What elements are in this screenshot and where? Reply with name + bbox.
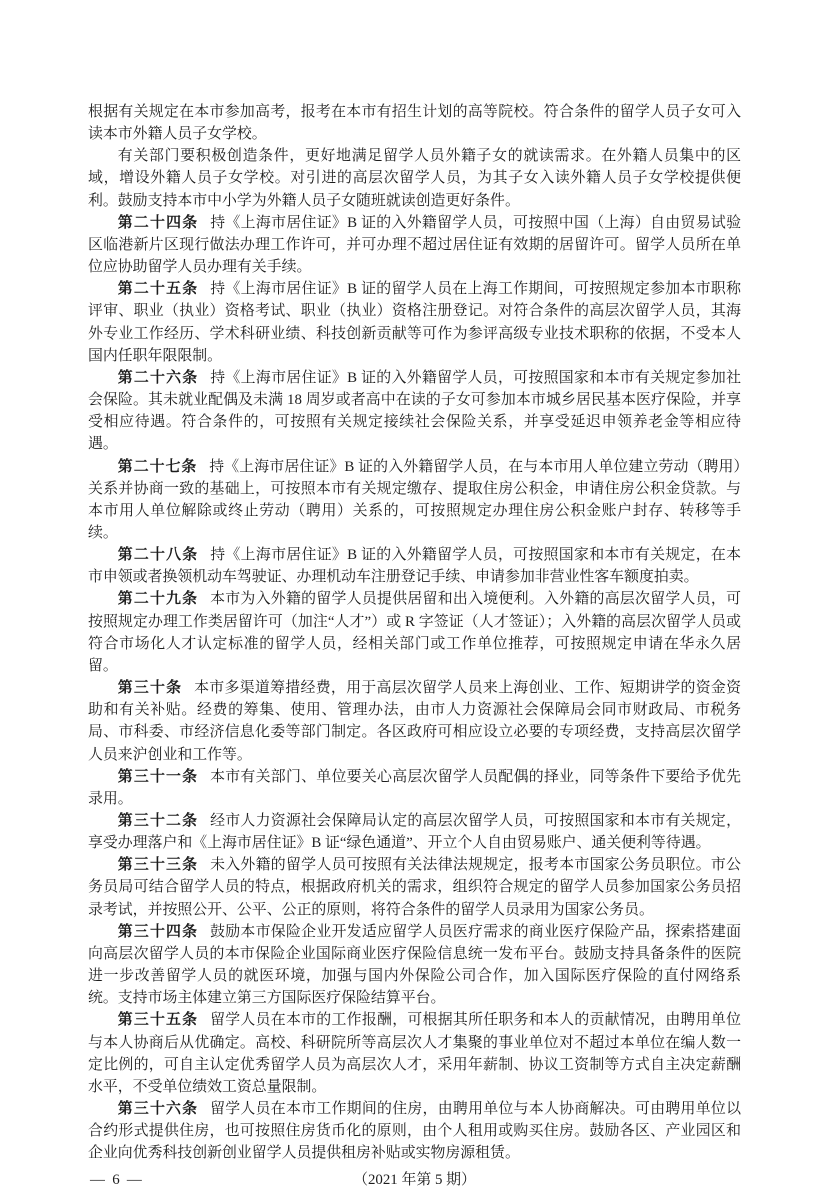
paragraph — [88, 145, 741, 211]
paragraph-article-35 — [88, 1009, 741, 1098]
paragraph-article-24 — [88, 212, 741, 278]
article-number: 第二十六条 — [117, 369, 199, 386]
paragraph-text: 经市人力资源社会保障局认定的高层次留学人员，可按照国家和本市有关规定，享受办理落户和《上海市居住证》B 证“绿色通道”、开立个人自由贸易账户、通关便利等待遇。 — [88, 813, 741, 852]
paragraph-text: 有关部门要积极创造条件，更好地满足留学人员外籍子女的就读需求。在外籍人员集中的区域，增设外籍人员子女学校。对引进的高层次留学人员，为其子女入读外籍人员子女学校提供便利。鼓励支持本市中小学为外籍人员子女随班就读创造更好条件。 — [88, 148, 741, 209]
paragraph-text: 留学人员在本市工作期间的住房，由聘用单位与本人协商解决。可由聘用单位以合约形式提供住房，也可按照住房货币化的原则，由个人租用或购买住房。鼓励各区、产业园区和企业向优秀科技创新创业留学人员提供租房补贴或实物房源租赁。 — [88, 1101, 741, 1162]
paragraph-text: 未入外籍的留学人员可按照有关法律法规规定，报考本市国家公务员职位。市公务员局可结合留学人员的特点，根据政府机关的需求，组织符合规定的留学人员参加国家公务员招录考试，并按照公开、公平、公正的原则，将符合条件的留学人员录用为国家公务员。 — [88, 857, 741, 918]
page-footer — [88, 1169, 741, 1191]
paragraph-article-32 — [88, 810, 741, 854]
article-number: 第三十五条 — [117, 1012, 199, 1029]
paragraph-text: 本市为入外籍的留学人员提供居留和出入境便利。入外籍的高层次留学人员，可按照规定办理工作类居留许可（加注“人才”）或 R 字签证（人才签证）；入外籍的高层次留学人员或符合市场化人才认定标准的留学人员，经相关部门或工作单位推荐，可按照规定申请在华永久居留。 — [88, 591, 741, 674]
paragraph-text: 鼓励本市保险企业开发适应留学人员医疗需求的商业医疗保险产品，探索搭建面向高层次留学人员的本市保险企业国际商业医疗保险信息统一发布平台。鼓励支持具备条件的医院进一步改善留学人员的就医环境，加强与国内外保险公司合作，加入国际医疗保险的直付网络系统。支持市场主体建立第三方国际医疗保险结算平台。 — [88, 923, 741, 1007]
issue-label: （2021 年第 5 期） — [353, 1171, 476, 1188]
paragraph-text: 根据有关规定在本市参加高考，报考在本市有招生计划的高等院校。符合条件的留学人员子女可入读本市外籍人员子女学校。 — [88, 104, 741, 143]
article-number: 第二十七条 — [117, 458, 198, 475]
document-body — [88, 101, 741, 1191]
paragraph-text: 持《上海市居住证》B 证的入外籍留学人员，可按照国家和本市有关规定，在本市申领或者换领机动车驾驶证、办理机动车注册登记手续、申请参加非营业性客车额度拍卖。 — [88, 547, 742, 586]
paragraph-article-27 — [88, 456, 741, 545]
page-number: — 6 — — [90, 1171, 144, 1188]
article-number: 第三十一条 — [117, 768, 199, 785]
paragraph-article-31 — [88, 766, 741, 810]
paragraph-article-26 — [88, 367, 741, 456]
paragraph-article-34 — [88, 921, 741, 1010]
paragraph-text: 持《上海市居住证》B 证的入外籍留学人员，在与本市用人单位建立劳动（聘用）关系并协商一致的基础上，可按照本市有关规定缴存、提取住房公积金，申请住房公积金贷款。与本市用人单位解除或终止劳动（聘用）关系的，可按照规定办理住房公积金账户封存、转移等手续。 — [88, 458, 741, 541]
article-number: 第二十九条 — [117, 591, 199, 608]
paragraph-article-28 — [88, 544, 741, 588]
paragraph — [88, 101, 741, 145]
paragraph-article-36 — [88, 1098, 741, 1164]
paragraph-text: 持《上海市居住证》B 证的留学人员在上海工作期间，可按照规定参加本市职称评审、职业（执业）资格考试、职业（执业）资格注册登记。对符合条件的高层次留学人员，其海外专业工作经历、学术科研业绩、科技创新贡献等可作为参评高级专业技术职称的依据，不受本人国内任职年限限制。 — [88, 281, 742, 364]
article-number: 第三十三条 — [117, 857, 199, 874]
article-number: 第三十六条 — [117, 1101, 199, 1118]
paragraph-article-29 — [88, 588, 741, 677]
paragraph-text: 本市有关部门、单位要关心高层次留学人员配偶的择业，同等条件下要给予优先录用。 — [88, 768, 741, 807]
paragraph-article-30 — [88, 677, 741, 766]
article-number: 第三十条 — [117, 680, 183, 697]
article-number: 第三十四条 — [117, 923, 199, 940]
article-number: 第二十八条 — [117, 547, 199, 564]
article-number: 第二十四条 — [117, 214, 199, 231]
article-number: 第二十五条 — [117, 281, 199, 298]
paragraph-article-25 — [88, 278, 741, 367]
paragraph-text: 持《上海市居住证》B 证的入外籍留学人员，可按照国家和本市有关规定参加社会保险。其未就业配偶及未满 18 周岁或者高中在读的子女可参加本市城乡居民基本医疗保险，并享受相应待遇。符合条件的，可按照有关规定接续社会保险关系，并享受延迟申领养老金等相应待遇。 — [88, 369, 742, 453]
paragraph-text: 持《上海市居住证》B 证的入外籍留学人员，可按照中国（上海）自由贸易试验区临港新片区现行做法办理工作许可，并可办理不超过居住证有效期的居留许可。留学人员所在单位应协助留学人员办理有关手续。 — [88, 214, 742, 276]
paragraph-article-33 — [88, 854, 741, 920]
paragraph-text: 留学人员在本市的工作报酬，可根据其所任职务和本人的贡献情况，由聘用单位与本人协商后从优确定。高校、科研院所等高层次人才集聚的事业单位对不超过本单位在编人数一定比例的，可自主认定优秀留学人员为高层次人才，采用年薪制、协议工资制等方式自主决定薪酬水平，不受单位绩效工资总量限制。 — [88, 1012, 741, 1095]
article-number: 第三十二条 — [117, 813, 199, 829]
paragraph-text: 本市多渠道筹措经费，用于高层次留学人员来上海创业、工作、短期讲学的资金资助和有关补贴。经费的筹集、使用、管理办法，由市人力资源社会保障局会同市财政局、市税务局、市科委、市经济信息化委等部门制定。各区政府可相应设立必要的专项经费，支持高层次留学人员来沪创业和工作等。 — [88, 680, 741, 763]
